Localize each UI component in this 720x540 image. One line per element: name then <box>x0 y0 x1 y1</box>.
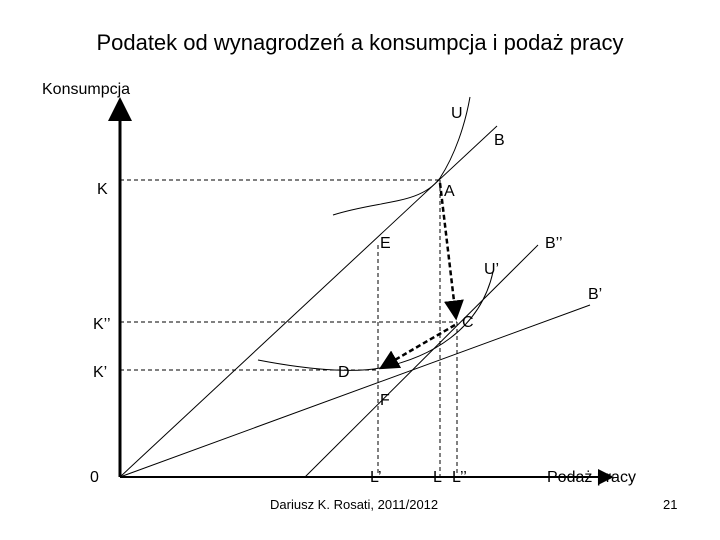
label-origin: 0 <box>90 469 99 486</box>
slide-title: Podatek od wynagrodzeń a konsumpcja i podaż pracy <box>96 30 624 55</box>
label-E: E <box>380 235 391 252</box>
label-x-axis: Podaż pracy <box>547 469 636 486</box>
label-C: C <box>462 314 474 331</box>
label-K-double-prime: K’’ <box>93 316 111 333</box>
label-L-double-prime: L’’ <box>452 469 467 486</box>
label-L: L <box>433 469 442 486</box>
label-L-prime: L’ <box>370 469 382 486</box>
slide-number: 21 <box>663 497 678 512</box>
budget-line-B-double-prime <box>305 245 538 477</box>
label-U-prime: U’ <box>484 261 500 278</box>
label-K-prime: K’ <box>93 364 108 381</box>
label-y-axis: Konsumpcja <box>42 81 131 98</box>
label-B-prime: B’ <box>588 286 603 303</box>
label-F: F <box>380 392 390 409</box>
label-A: A <box>444 183 455 200</box>
arrow-A-to-C <box>440 183 456 318</box>
label-B: B <box>494 132 505 149</box>
label-U: U <box>451 105 463 122</box>
label-B-double-prime: B’’ <box>545 235 563 252</box>
reference-lines <box>120 180 457 477</box>
label-D: D <box>338 364 350 381</box>
arrow-C-to-D <box>381 325 455 368</box>
budget-line-B-prime <box>120 305 590 477</box>
footer-author: Dariusz K. Rosati, 2011/2012 <box>270 497 439 512</box>
indifference-curve-U-prime <box>258 272 493 370</box>
label-K: K <box>97 181 108 198</box>
